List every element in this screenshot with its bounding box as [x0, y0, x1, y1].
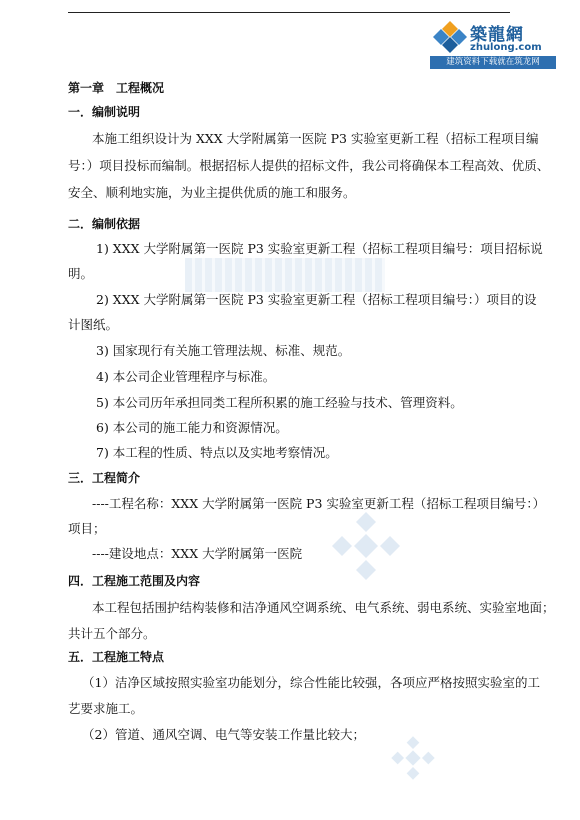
section-heading: 五．工程施工特点: [68, 650, 165, 664]
project-name-line: ----工程名称：XXX 大学附属第一医院 P3 实验室更新工程（招标工程项目编号：）: [92, 496, 546, 511]
header-rule: [68, 12, 510, 13]
list-item-continuation: 计图纸。: [68, 317, 119, 332]
section-heading: 三．工程简介: [68, 471, 141, 485]
paragraph-line: 本施工组织设计为 XXX 大学附属第一医院 P3 实验室更新工程（招标工程项目编: [92, 131, 539, 146]
paragraph-line: 安全、顺利地实施，为业主提供优质的施工和服务。: [68, 185, 356, 200]
diamond-logo-icon: [432, 20, 468, 54]
watermark-text-overlay: [185, 258, 385, 292]
logo-domain: zhulong.com: [470, 42, 542, 53]
project-name-continuation: 项目；: [68, 521, 106, 536]
section-heading: 二．编制依据: [68, 217, 141, 231]
paragraph-line: 号：）项目投标而编制。根据招标人提供的招标文件，我公司将确保本工程高效、优质、: [68, 158, 550, 173]
logo-chinese-name: 築龍網: [470, 25, 524, 45]
paragraph-line: 共计五个部分。: [68, 626, 156, 641]
list-item: （2）管道、通风空调、电气等安装工作量比较大；: [82, 727, 365, 742]
list-item: 5) 本公司历年承担同类工程所积累的施工经验与技术、管理资料。: [96, 395, 463, 410]
list-item: 6) 本公司的施工能力和资源情况。: [96, 420, 288, 435]
list-item: 3) 国家现行有关施工管理法规、标准、规范。: [96, 343, 351, 358]
watermark-snowflake-icon: [330, 510, 402, 582]
zhulong-logo: [430, 16, 556, 74]
project-site-line: ----建设地点：XXX 大学附属第一医院: [92, 546, 303, 561]
watermark-snowflake-icon: [390, 735, 436, 781]
list-item: （1）洁净区域按照实验室功能划分，综合性能比较强，各项应严格按照实验室的工: [82, 675, 540, 690]
list-item: 7) 本工程的性质、特点以及实地考察情况。: [96, 445, 338, 460]
list-item: 4) 本公司企业管理程序与标准。: [96, 369, 276, 384]
paragraph-line: 本工程包括围护结构装修和洁净通风空调系统、电气系统、弱电系统、实验室地面；: [92, 600, 555, 615]
list-item-continuation: 明。: [68, 266, 94, 281]
chapter-title: 第一章 工程概况: [68, 81, 165, 95]
list-item: 1) XXX 大学附属第一医院 P3 实验室更新工程（招标工程项目编号：项目招标说: [96, 241, 543, 256]
section-heading: 四．工程施工范围及内容: [68, 574, 201, 588]
list-item-continuation: 艺要求施工。: [68, 701, 144, 716]
section-heading: 一．编制说明: [68, 105, 141, 119]
logo-tagline: 建筑资料下载就在筑龙网: [430, 56, 556, 69]
list-item: 2) XXX 大学附属第一医院 P3 实验室更新工程（招标工程项目编号：）项目的设: [96, 292, 537, 307]
